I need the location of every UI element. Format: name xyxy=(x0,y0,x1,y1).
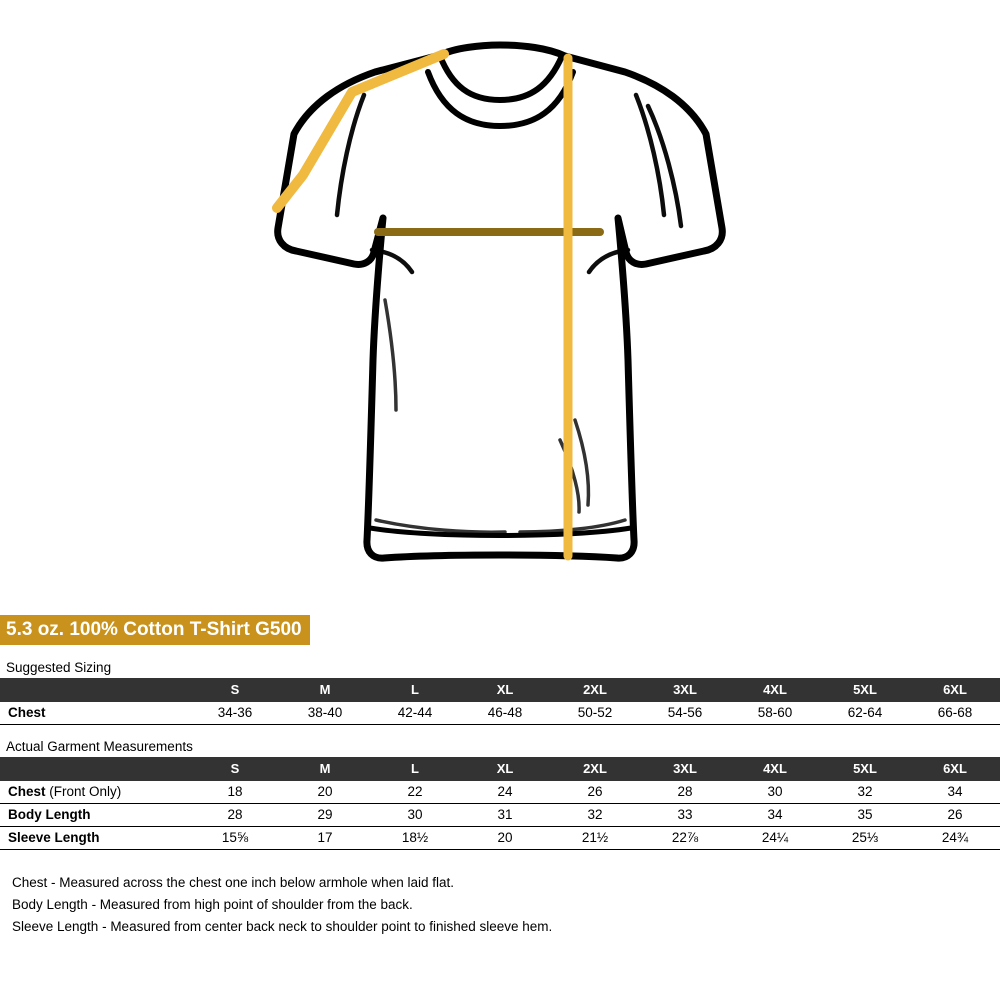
cell: 58-60 xyxy=(730,702,820,725)
note-sleeve-length: Sleeve Length - Measured from center back neck to shoulder point to finished sleeve hem. xyxy=(12,919,553,934)
row-label-sub: (Front Only) xyxy=(45,784,122,799)
cell: 33 xyxy=(640,804,730,827)
measurement-notes xyxy=(0,874,1000,940)
cell: 66-68 xyxy=(910,702,1000,725)
row-label-chest-front-only xyxy=(0,781,190,804)
col-header-4xl: 4XL xyxy=(763,682,787,697)
col-header-5xl: 5XL xyxy=(853,682,877,697)
cell: 29 xyxy=(280,804,370,827)
cell: 32 xyxy=(820,781,910,804)
cell: 35 xyxy=(820,804,910,827)
table-spacer xyxy=(0,725,1000,739)
cell: 34 xyxy=(910,781,1000,804)
cell: 42-44 xyxy=(370,702,460,725)
col-header-s: S xyxy=(230,682,240,697)
cell: 26 xyxy=(910,804,1000,827)
actual-measurements-caption: Actual Garment Measurements xyxy=(6,739,193,754)
col-header-5xl: 5XL xyxy=(853,761,877,776)
cell: 24¼ xyxy=(730,827,820,850)
row-label-text: Body Length xyxy=(8,807,91,822)
note-body-length: Body Length - Measured from high point of shoulder from the back. xyxy=(12,897,413,912)
cell: 26 xyxy=(550,781,640,804)
col-header-6xl: 6XL xyxy=(943,761,967,776)
col-header-l: L xyxy=(411,682,419,697)
cell: 24¾ xyxy=(910,827,1000,850)
col-header xyxy=(0,757,190,781)
row-label-text: Chest xyxy=(8,705,46,720)
cell: 31 xyxy=(460,804,550,827)
row-label-sleeve-length xyxy=(0,827,190,850)
cell: 18 xyxy=(190,781,280,804)
col-header-xl: XL xyxy=(496,682,514,697)
col-header-4xl: 4XL xyxy=(763,761,787,776)
cell: 46-48 xyxy=(460,702,550,725)
tables-region xyxy=(0,660,1000,850)
col-header-3xl: 3XL xyxy=(673,682,697,697)
cell: 20 xyxy=(280,781,370,804)
cell: 38-40 xyxy=(280,702,370,725)
row-label-text: Sleeve Length xyxy=(8,830,100,845)
cell: 32 xyxy=(550,804,640,827)
col-header-3xl: 3XL xyxy=(673,761,697,776)
col-header xyxy=(0,678,190,702)
col-header-m: M xyxy=(319,682,331,697)
table-row xyxy=(0,804,1000,827)
cell: 50-52 xyxy=(550,702,640,725)
row-label-chest xyxy=(0,702,190,725)
row-label-text: Chest xyxy=(8,784,46,799)
cell: 62-64 xyxy=(820,702,910,725)
col-header-m: M xyxy=(319,761,331,776)
suggested-sizing-table xyxy=(0,678,1000,725)
cell: 18½ xyxy=(370,827,460,850)
col-header-2xl: 2XL xyxy=(583,682,607,697)
table-header-row xyxy=(0,757,1000,781)
col-header-s: S xyxy=(230,761,240,776)
page-title: 5.3 oz. 100% Cotton T-Shirt G500 xyxy=(0,615,310,645)
col-header-2xl: 2XL xyxy=(583,761,607,776)
col-header-xl: XL xyxy=(496,761,514,776)
cell: 20 xyxy=(460,827,550,850)
col-header-l: L xyxy=(411,761,419,776)
table-header-row xyxy=(0,678,1000,702)
cell: 21½ xyxy=(550,827,640,850)
col-header-6xl: 6XL xyxy=(943,682,967,697)
cell: 25⅓ xyxy=(820,827,910,850)
suggested-sizing-caption: Suggested Sizing xyxy=(6,660,112,675)
cell: 17 xyxy=(280,827,370,850)
table-row xyxy=(0,781,1000,804)
cell: 28 xyxy=(190,804,280,827)
cell: 34-36 xyxy=(190,702,280,725)
cell: 30 xyxy=(370,804,460,827)
note-chest: Chest - Measured across the chest one inch below armhole when laid flat. xyxy=(12,875,454,890)
cell: 54-56 xyxy=(640,702,730,725)
cell: 28 xyxy=(640,781,730,804)
table-row xyxy=(0,827,1000,850)
actual-measurements-table xyxy=(0,757,1000,850)
table-row xyxy=(0,702,1000,725)
cell: 22 xyxy=(370,781,460,804)
row-label-body-length xyxy=(0,804,190,827)
cell: 30 xyxy=(730,781,820,804)
cell: 22⅞ xyxy=(640,827,730,850)
cell: 15⅝ xyxy=(190,827,280,850)
cell: 24 xyxy=(460,781,550,804)
cell: 34 xyxy=(730,804,820,827)
